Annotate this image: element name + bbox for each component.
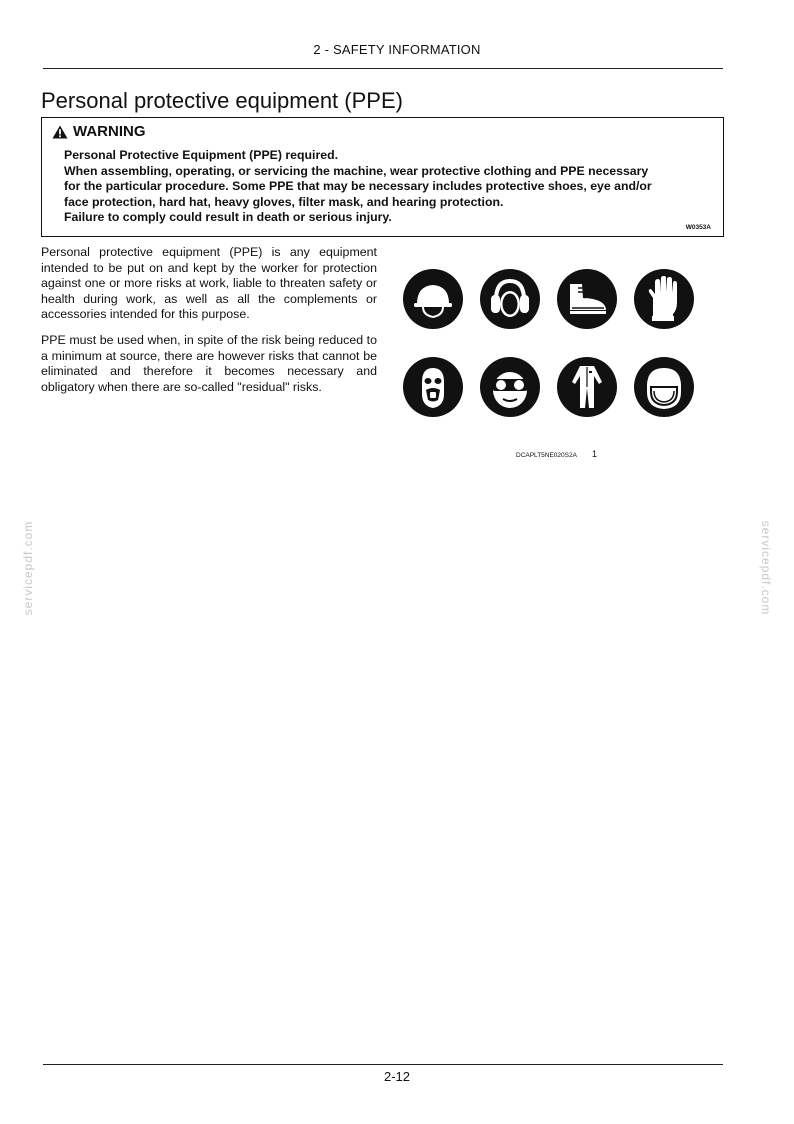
warning-text <box>64 148 714 226</box>
section-title: Personal protective equipment (PPE) <box>41 88 403 113</box>
figure-code: DCAPLT5NE020S2A <box>516 452 577 459</box>
warning-line: for the particular procedure. Some PPE that may be necessary includes protective shoes, eye and/or <box>64 179 652 194</box>
figure-number: 1 <box>592 449 598 459</box>
warning-heading-text: WARNING <box>73 123 146 140</box>
running-header: 2 - SAFETY INFORMATION <box>313 42 481 57</box>
warning-heading <box>52 123 146 140</box>
body-text <box>41 245 377 405</box>
ppe-figure <box>402 268 694 420</box>
face-shield-icon <box>633 356 695 418</box>
paragraph: PPE must be used when, in spite of the risk being reduced to a minimum at source, there are however risks that cannot be eliminated and therefore it becomes necessary and obligatory when there are so-called "residual" risks. <box>41 332 377 394</box>
warning-line: Personal Protective Equipment (PPE) required. <box>64 148 339 162</box>
header-rule <box>43 68 723 69</box>
footer-rule <box>43 1064 723 1065</box>
watermark-right: servicepdf.com <box>759 520 773 616</box>
warning-line: When assembling, operating, or servicing the machine, wear protective clothing and PPE necessary <box>64 163 649 178</box>
respirator-mask-icon <box>402 356 464 418</box>
ear-protection-icon <box>479 268 541 330</box>
watermark-left: servicepdf.com <box>21 520 35 616</box>
warning-line: Failure to comply could result in death or serious injury. <box>64 210 392 225</box>
warning-line: face protection, hard hat, heavy gloves, filter mask, and hearing protection. <box>64 194 504 209</box>
page-number: 2-12 <box>383 1069 411 1084</box>
coverall-icon <box>556 356 618 418</box>
goggles-icon <box>479 356 541 418</box>
hard-hat-icon <box>402 268 464 330</box>
glove-icon <box>633 268 695 330</box>
warning-triangle-icon <box>52 125 68 139</box>
safety-boot-icon <box>556 268 618 330</box>
paragraph: Personal protective equipment (PPE) is any equipment intended to be put on and kept by the worker for protection against one or more risks at work, liable to threaten safety or health during work, as well as all the complements or accessories intended for this purpose. <box>41 245 377 322</box>
warning-box <box>41 117 724 237</box>
warning-code: W0353A <box>685 224 711 231</box>
